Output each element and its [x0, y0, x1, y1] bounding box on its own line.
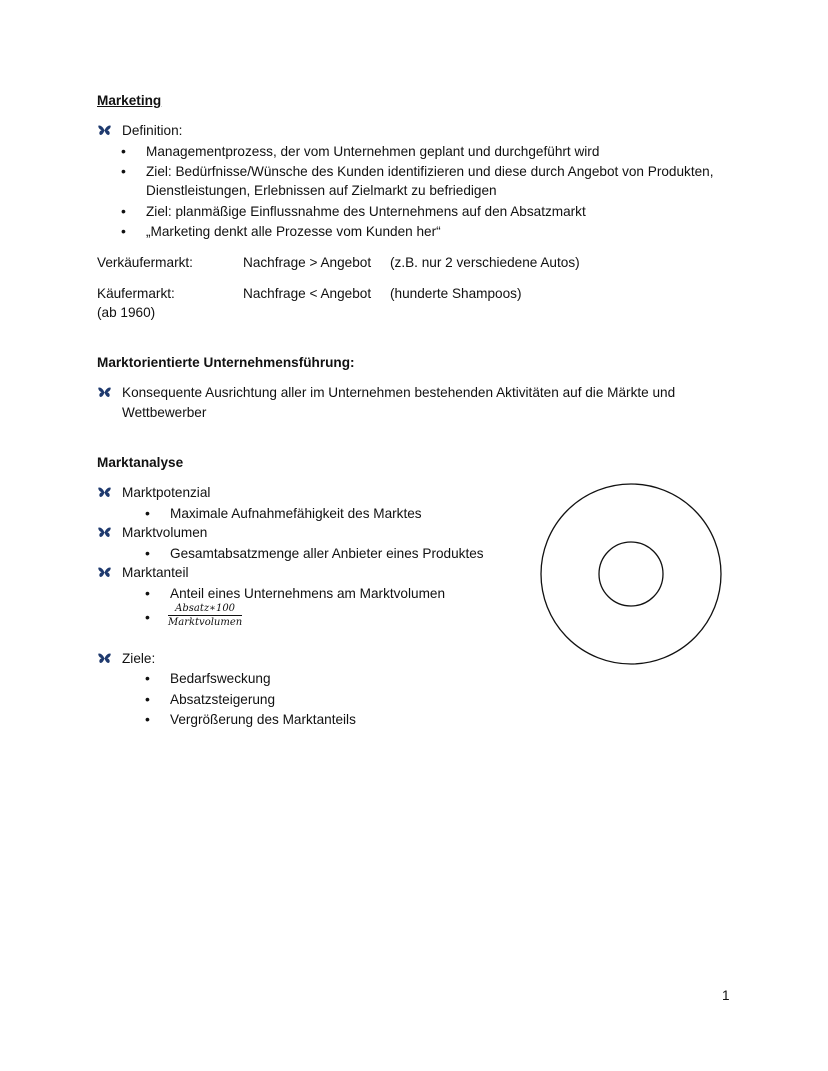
definition-label: Definition: [122, 123, 183, 138]
bullet-dot: • [121, 203, 126, 219]
butterfly-icon [98, 653, 111, 664]
bullet-dot: • [121, 163, 126, 179]
definition-bullet: Ziel: Bedürfnisse/Wünsche des Kunden identifizieren und diese durch Angebot von Produkten, [146, 164, 714, 179]
marktanalyse-subitem: Maximale Aufnahmefähigkeit des Marktes [170, 506, 422, 521]
market-example: (z.B. nur 2 verschiedene Autos) [390, 255, 580, 270]
market-relation: Nachfrage > Angebot [243, 255, 372, 270]
marktanalyse-subitem: Gesamtabsatzmenge aller Anbieter eines Produktes [170, 546, 484, 561]
page-number: 1 [722, 988, 730, 1003]
butterfly-icon [98, 125, 111, 136]
butterfly-icon [98, 527, 111, 538]
marktorientiert-text-continuation: Wettbewerber [122, 405, 207, 420]
marktanalyse-item: Marktpotenzial [122, 485, 211, 500]
ziel-item: Bedarfsweckung [170, 671, 271, 686]
definition-bullet: Managementprozess, der vom Unternehmen geplant und durchgeführt wird [146, 144, 600, 159]
bullet-dot: • [121, 223, 126, 239]
marktanteil-formula [168, 602, 242, 629]
bullet-dot: • [145, 711, 150, 727]
formula-denominator: Marktvolumen [168, 617, 243, 628]
marktanalyse-item: Marktanteil [122, 565, 189, 580]
heading-marktanalyse: Marktanalyse [97, 455, 184, 470]
butterfly-icon [98, 487, 111, 498]
bullet-dot: • [145, 670, 150, 686]
marktanalyse-item: Marktvolumen [122, 525, 208, 540]
outer-circle [541, 484, 721, 664]
butterfly-icon [98, 387, 111, 398]
definition-bullet: „Marketing denkt alle Prozesse vom Kunden her“ [146, 224, 441, 239]
ziel-item: Absatzsteigerung [170, 692, 276, 707]
bullet-dot: • [121, 143, 126, 159]
definition-bullet: Ziel: planmäßige Einflussnahme des Unternehmens auf den Absatzmarkt [146, 204, 586, 219]
ziele-label: Ziele: [122, 651, 156, 666]
concentric-circles-diagram [538, 481, 726, 669]
marktanalyse-subitem: Anteil eines Unternehmens am Marktvolumen [170, 586, 446, 601]
inner-circle [599, 542, 663, 606]
market-relation: Nachfrage < Angebot [243, 286, 372, 301]
formula-numerator: Absatz∗100 [168, 602, 242, 616]
bullet-dot: • [145, 609, 150, 625]
bullet-dot: • [145, 691, 150, 707]
definition-bullet-continuation: Dienstleistungen, Erlebnissen auf Zielmarkt zu befriedigen [146, 183, 497, 198]
market-name: Käufermarkt: [97, 286, 175, 301]
ziel-item: Vergrößerung des Marktanteils [170, 712, 356, 727]
butterfly-icon [98, 567, 111, 578]
bullet-dot: • [145, 505, 150, 521]
bullet-dot: • [145, 585, 150, 601]
market-name: Verkäufermarkt: [97, 255, 193, 270]
heading-marktorientiert: Marktorientierte Unternehmensführung: [97, 355, 355, 370]
market-note: (ab 1960) [97, 305, 156, 320]
heading-marketing: Marketing [97, 93, 162, 108]
bullet-dot: • [145, 545, 150, 561]
market-example: (hunderte Shampoos) [390, 286, 522, 301]
marktorientiert-text: Konsequente Ausrichtung aller im Unternehmen bestehenden Aktivitäten auf die Märkte und [122, 385, 676, 400]
